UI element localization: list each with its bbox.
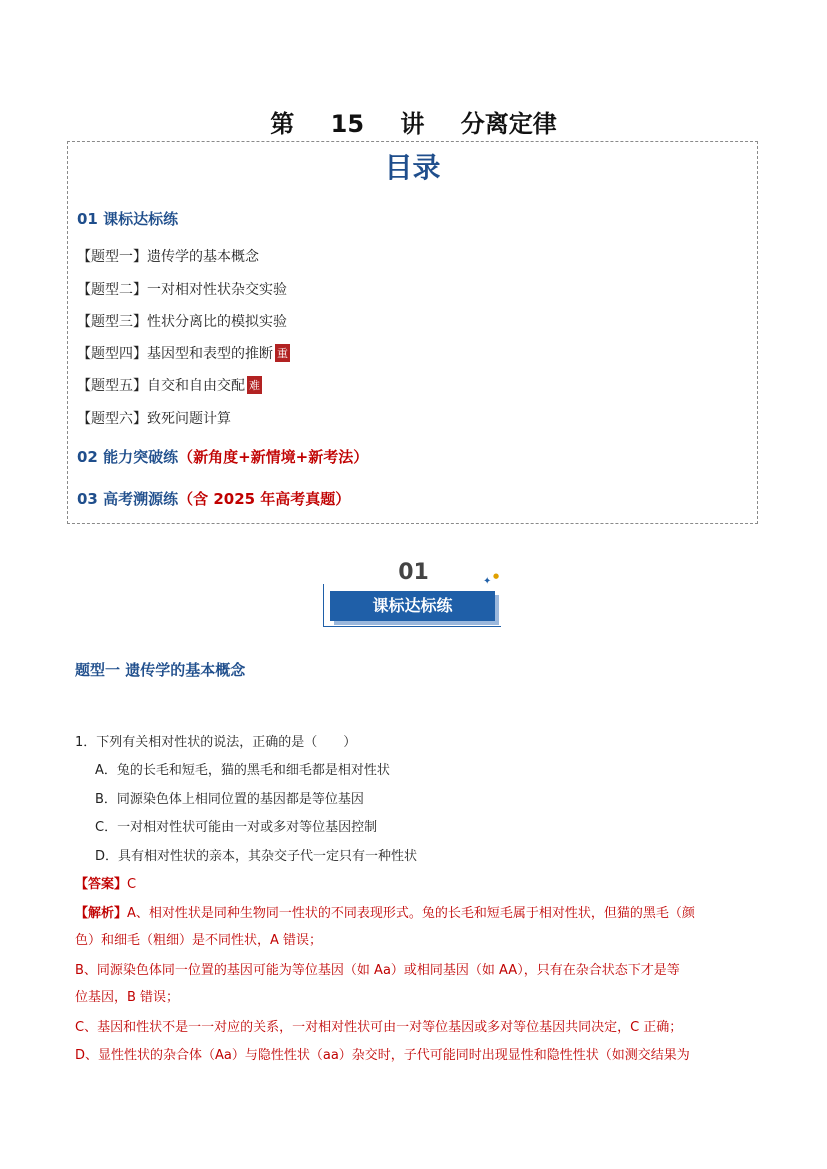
toc-item-6[interactable]: 【题型六】致死问题计算 bbox=[77, 411, 231, 427]
analysis-line-4: 位基因，B 错误； bbox=[75, 990, 180, 1005]
toc-item-5[interactable]: 【题型五】自交和自由交配 难 bbox=[77, 378, 260, 394]
option-c: C．一对相对性状可能由一对或多对等位基因控制 bbox=[95, 820, 378, 835]
table-of-contents bbox=[67, 141, 758, 524]
analysis-line-5: C、基因和性状不是一一对应的关系，一对相对性状可由一对等位基因或多对等位基因共同决定，C 正确； bbox=[75, 1020, 683, 1035]
question-type-title: 题型一 遗传学的基本概念 bbox=[75, 661, 246, 679]
option-b: B．同源染色体上相同位置的基因都是等位基因 bbox=[95, 792, 364, 807]
option-d: D．具有相对性状的亲本，其杂交子代一定只有一种性状 bbox=[95, 849, 418, 864]
analysis-line-2: 色）和细毛（粗细）是不同性状，A 错误； bbox=[75, 933, 323, 948]
analysis-line-6: D、显性性状的杂合体（Aa）与隐性性状（aa）杂交时，子代可能同时出现显性和隐性性状（如测交结果为 bbox=[75, 1048, 690, 1063]
sparkle-icon: ✦ bbox=[483, 576, 492, 587]
option-a: A．兔的长毛和短毛，猫的黑毛和细毛都是相对性状 bbox=[95, 763, 390, 778]
important-badge: 重 bbox=[275, 344, 290, 362]
toc-heading: 目录 bbox=[384, 151, 441, 184]
toc-item-3[interactable]: 【题型三】性状分离比的模拟实验 bbox=[77, 314, 287, 330]
analysis-line-3: B、同源染色体同一位置的基因可能为等位基因（如 Aa）或相同基因（如 AA），只有在杂合状态下才是等 bbox=[75, 963, 680, 978]
analysis-line-1: 【解析】A、相对性状是同种生物同一性状的不同表现形式。兔的长毛和短毛属于相对性状，但猫的黑毛（颜 bbox=[75, 906, 695, 921]
section-banner: 课标达标练 bbox=[330, 591, 495, 621]
toc-item-4[interactable]: 【题型四】基因型和表型的推断 重 bbox=[77, 346, 288, 362]
toc-section-2[interactable]: 02 能力突破练（新角度+新情境+新考法） bbox=[77, 448, 369, 466]
toc-section-3[interactable]: 03 高考溯源练（含 2025 年高考真题） bbox=[77, 490, 351, 508]
answer: 【答案】C bbox=[75, 877, 137, 892]
difficult-badge: 难 bbox=[247, 376, 262, 394]
toc-item-1[interactable]: 【题型一】遗传学的基本概念 bbox=[77, 249, 259, 265]
toc-item-2[interactable]: 【题型二】一对相对性状杂交实验 bbox=[77, 282, 287, 298]
sparkle-dot-icon: ● bbox=[493, 572, 500, 580]
question-stem: 1．下列有关相对性状的说法，正确的是（ ） bbox=[75, 735, 357, 750]
page-title: 第 15 讲 分离定律 bbox=[270, 110, 557, 138]
toc-section-1[interactable]: 01 课标达标练 bbox=[77, 210, 179, 228]
section-number: 01 bbox=[398, 560, 429, 585]
